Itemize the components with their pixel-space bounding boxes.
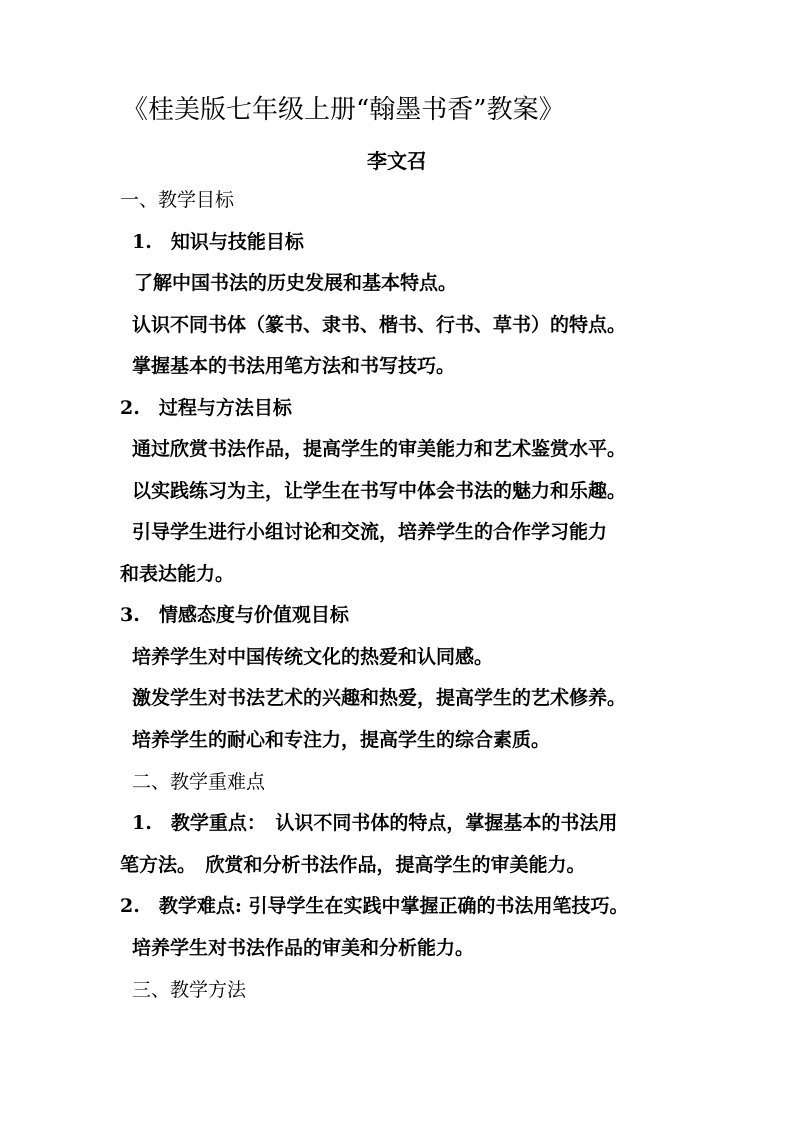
author-name: 李文召 <box>367 149 427 173</box>
paragraph-line: 认识不同书体（篆书、隶书、楷书、行书、草书）的特点。 <box>132 314 627 336</box>
paragraph-line: 1. 教学重点： 认识不同书体的特点，掌握基本的书法用 <box>132 812 618 834</box>
subheading-1-2: 2. 过程与方法目标 <box>120 397 292 419</box>
document-title: 《桂美版七年级上册“翰墨书香”教案》 <box>122 95 565 125</box>
paragraph-line: 通过欣赏书法作品，提高学生的审美能力和艺术鉴赏水平。 <box>132 438 627 460</box>
section-heading-3: 三、教学方法 <box>132 979 247 1001</box>
section-heading-2: 二、教学重难点 <box>132 771 266 793</box>
section-heading-1: 一、教学目标 <box>120 189 235 211</box>
paragraph-line: 培养学生对中国传统文化的热爱和认同感。 <box>132 646 494 668</box>
paragraph-line: 以实践练习为主，让学生在书写中体会书法的魅力和乐趣。 <box>132 480 627 502</box>
paragraph-line: 培养学生对书法作品的审美和分析能力。 <box>132 937 475 959</box>
subheading-1-3: 3. 情感态度与价值观目标 <box>120 604 349 626</box>
paragraph-line: 培养学生的耐心和专注力，提高学生的综合素质。 <box>132 729 551 751</box>
paragraph-line: 和表达能力。 <box>120 563 235 585</box>
paragraph-line: 了解中国书法的历史发展和基本特点。 <box>134 272 458 294</box>
paragraph-line: 笔方法。 欣赏和分析书法作品，提高学生的审美能力。 <box>120 854 586 876</box>
paragraph-line: 2. 教学难点: 引导学生在实践中掌握正确的书法用笔技巧。 <box>120 895 629 917</box>
paragraph-line: 掌握基本的书法用笔方法和书写技巧。 <box>132 355 456 377</box>
paragraph-line: 激发学生对书法艺术的兴趣和热爱，提高学生的艺术修养。 <box>132 687 627 709</box>
subheading-1-1: 1. 知识与技能目标 <box>132 231 304 253</box>
paragraph-line: 引导学生进行小组讨论和交流，培养学生的合作学习能力 <box>132 521 608 543</box>
